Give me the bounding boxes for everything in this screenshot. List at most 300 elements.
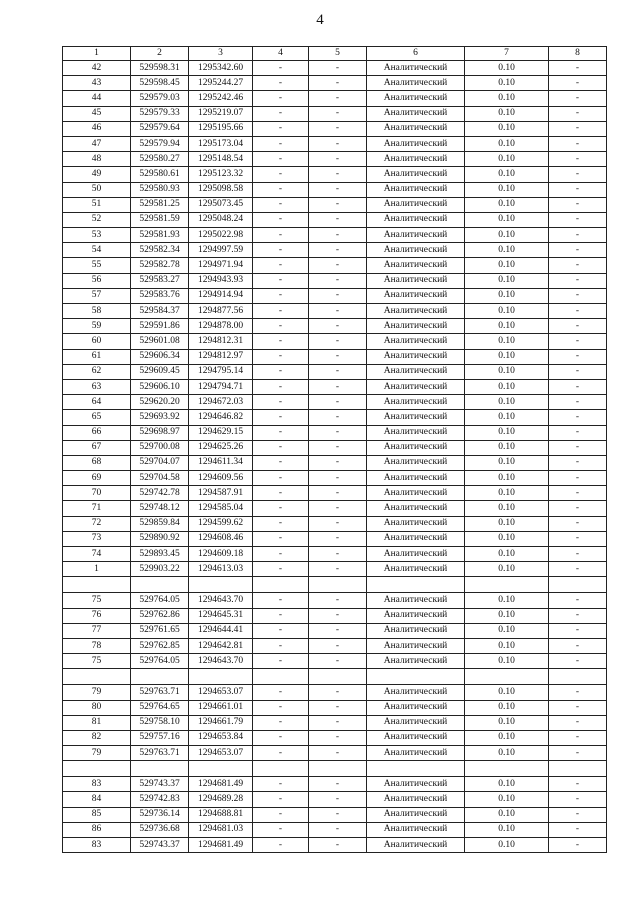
- column-4-cell: -: [253, 777, 309, 792]
- y-coordinate-cell: 1295148.54: [189, 152, 253, 167]
- point-number-cell: 69: [63, 471, 131, 486]
- method-cell: Аналитический: [367, 349, 465, 364]
- point-number-cell: 83: [63, 777, 131, 792]
- y-coordinate-cell: 1294646.82: [189, 410, 253, 425]
- empty-cell: [189, 669, 253, 685]
- column-header: 1: [63, 47, 131, 61]
- column-8-cell: -: [549, 182, 607, 197]
- column-5-cell: -: [309, 288, 367, 303]
- table-row: [63, 700, 607, 715]
- accuracy-cell: 0.10: [465, 273, 549, 288]
- point-number-cell: 46: [63, 121, 131, 136]
- y-coordinate-cell: 1294653.84: [189, 730, 253, 745]
- table-row: [63, 838, 607, 853]
- method-cell: Аналитический: [367, 777, 465, 792]
- method-cell: Аналитический: [367, 61, 465, 76]
- column-8-cell: -: [549, 730, 607, 745]
- column-8-cell: -: [549, 304, 607, 319]
- accuracy-cell: 0.10: [465, 838, 549, 853]
- column-4-cell: -: [253, 288, 309, 303]
- accuracy-cell: 0.10: [465, 807, 549, 822]
- column-5-cell: -: [309, 547, 367, 562]
- column-5-cell: -: [309, 91, 367, 106]
- column-header: 5: [309, 47, 367, 61]
- column-4-cell: -: [253, 379, 309, 394]
- column-4-cell: -: [253, 182, 309, 197]
- method-cell: Аналитический: [367, 319, 465, 334]
- point-number-cell: 52: [63, 212, 131, 227]
- column-5-cell: -: [309, 152, 367, 167]
- accuracy-cell: 0.10: [465, 395, 549, 410]
- y-coordinate-cell: 1294643.70: [189, 654, 253, 669]
- column-4-cell: -: [253, 440, 309, 455]
- column-8-cell: -: [549, 136, 607, 151]
- column-8-cell: -: [549, 547, 607, 562]
- x-coordinate-cell: 529757.16: [131, 730, 189, 745]
- y-coordinate-cell: 1294914.94: [189, 288, 253, 303]
- table-row: [63, 152, 607, 167]
- table-row: [63, 76, 607, 91]
- table-row: [63, 471, 607, 486]
- x-coordinate-cell: 529584.37: [131, 304, 189, 319]
- column-4-cell: -: [253, 455, 309, 470]
- accuracy-cell: 0.10: [465, 730, 549, 745]
- column-8-cell: -: [549, 410, 607, 425]
- column-4-cell: -: [253, 838, 309, 853]
- column-4-cell: -: [253, 654, 309, 669]
- column-8-cell: -: [549, 197, 607, 212]
- x-coordinate-cell: 529890.92: [131, 531, 189, 546]
- column-8-cell: -: [549, 273, 607, 288]
- table-row: [63, 273, 607, 288]
- point-number-cell: 64: [63, 395, 131, 410]
- column-8-cell: -: [549, 76, 607, 91]
- column-5-cell: -: [309, 395, 367, 410]
- method-cell: Аналитический: [367, 700, 465, 715]
- x-coordinate-cell: 529859.84: [131, 516, 189, 531]
- column-8-cell: -: [549, 106, 607, 121]
- accuracy-cell: 0.10: [465, 486, 549, 501]
- table-row: [63, 638, 607, 653]
- x-coordinate-cell: 529598.45: [131, 76, 189, 91]
- point-number-cell: 71: [63, 501, 131, 516]
- table-row: [63, 608, 607, 623]
- method-cell: Аналитический: [367, 562, 465, 577]
- point-number-cell: 44: [63, 91, 131, 106]
- x-coordinate-cell: 529764.05: [131, 593, 189, 608]
- accuracy-cell: 0.10: [465, 167, 549, 182]
- point-number-cell: 47: [63, 136, 131, 151]
- table-row: [63, 455, 607, 470]
- method-cell: Аналитический: [367, 715, 465, 730]
- column-4-cell: -: [253, 471, 309, 486]
- column-header: 8: [549, 47, 607, 61]
- method-cell: Аналитический: [367, 822, 465, 837]
- point-number-cell: 67: [63, 440, 131, 455]
- x-coordinate-cell: 529580.27: [131, 152, 189, 167]
- column-8-cell: -: [549, 121, 607, 136]
- column-8-cell: -: [549, 822, 607, 837]
- method-cell: Аналитический: [367, 106, 465, 121]
- table-row: [63, 623, 607, 638]
- y-coordinate-cell: 1295073.45: [189, 197, 253, 212]
- method-cell: Аналитический: [367, 273, 465, 288]
- point-number-cell: 79: [63, 685, 131, 700]
- y-coordinate-cell: 1294653.07: [189, 746, 253, 761]
- x-coordinate-cell: 529763.71: [131, 746, 189, 761]
- accuracy-cell: 0.10: [465, 197, 549, 212]
- x-coordinate-cell: 529761.65: [131, 623, 189, 638]
- x-coordinate-cell: 529693.92: [131, 410, 189, 425]
- accuracy-cell: 0.10: [465, 777, 549, 792]
- method-cell: Аналитический: [367, 379, 465, 394]
- accuracy-cell: 0.10: [465, 471, 549, 486]
- column-5-cell: -: [309, 334, 367, 349]
- empty-cell: [367, 577, 465, 593]
- column-5-cell: -: [309, 516, 367, 531]
- method-cell: Аналитический: [367, 593, 465, 608]
- column-5-cell: -: [309, 136, 367, 151]
- column-8-cell: -: [549, 638, 607, 653]
- method-cell: Аналитический: [367, 547, 465, 562]
- column-4-cell: -: [253, 395, 309, 410]
- column-4-cell: -: [253, 623, 309, 638]
- y-coordinate-cell: 1294672.03: [189, 395, 253, 410]
- point-number-cell: 78: [63, 638, 131, 653]
- method-cell: Аналитический: [367, 838, 465, 853]
- accuracy-cell: 0.10: [465, 501, 549, 516]
- column-8-cell: -: [549, 562, 607, 577]
- point-number-cell: 83: [63, 838, 131, 853]
- method-cell: Аналитический: [367, 76, 465, 91]
- point-number-cell: 70: [63, 486, 131, 501]
- method-cell: Аналитический: [367, 440, 465, 455]
- x-coordinate-cell: 529736.14: [131, 807, 189, 822]
- accuracy-cell: 0.10: [465, 440, 549, 455]
- method-cell: Аналитический: [367, 228, 465, 243]
- accuracy-cell: 0.10: [465, 136, 549, 151]
- column-4-cell: -: [253, 547, 309, 562]
- column-4-cell: -: [253, 364, 309, 379]
- y-coordinate-cell: 1295173.04: [189, 136, 253, 151]
- method-cell: Аналитический: [367, 212, 465, 227]
- column-4-cell: -: [253, 516, 309, 531]
- column-4-cell: -: [253, 167, 309, 182]
- column-8-cell: -: [549, 243, 607, 258]
- y-coordinate-cell: 1294878.00: [189, 319, 253, 334]
- column-8-cell: -: [549, 288, 607, 303]
- point-number-cell: 66: [63, 425, 131, 440]
- x-coordinate-cell: 529581.25: [131, 197, 189, 212]
- table-row: [63, 61, 607, 76]
- accuracy-cell: 0.10: [465, 319, 549, 334]
- accuracy-cell: 0.10: [465, 258, 549, 273]
- y-coordinate-cell: 1295242.46: [189, 91, 253, 106]
- column-8-cell: -: [549, 212, 607, 227]
- method-cell: Аналитический: [367, 501, 465, 516]
- column-8-cell: -: [549, 501, 607, 516]
- point-number-cell: 48: [63, 152, 131, 167]
- x-coordinate-cell: 529598.31: [131, 61, 189, 76]
- method-cell: Аналитический: [367, 288, 465, 303]
- accuracy-cell: 0.10: [465, 106, 549, 121]
- y-coordinate-cell: 1294997.59: [189, 243, 253, 258]
- method-cell: Аналитический: [367, 152, 465, 167]
- y-coordinate-cell: 1295219.07: [189, 106, 253, 121]
- x-coordinate-cell: 529580.93: [131, 182, 189, 197]
- x-coordinate-cell: 529591.86: [131, 319, 189, 334]
- y-coordinate-cell: 1294689.28: [189, 792, 253, 807]
- column-4-cell: -: [253, 106, 309, 121]
- column-8-cell: -: [549, 228, 607, 243]
- method-cell: Аналитический: [367, 486, 465, 501]
- column-5-cell: -: [309, 486, 367, 501]
- column-5-cell: -: [309, 228, 367, 243]
- table-row: [63, 334, 607, 349]
- column-5-cell: -: [309, 440, 367, 455]
- point-number-cell: 59: [63, 319, 131, 334]
- y-coordinate-cell: 1294613.03: [189, 562, 253, 577]
- column-5-cell: -: [309, 197, 367, 212]
- x-coordinate-cell: 529579.94: [131, 136, 189, 151]
- column-8-cell: -: [549, 807, 607, 822]
- column-5-cell: -: [309, 777, 367, 792]
- column-8-cell: -: [549, 425, 607, 440]
- table-row: [63, 593, 607, 608]
- method-cell: Аналитический: [367, 364, 465, 379]
- point-number-cell: 60: [63, 334, 131, 349]
- method-cell: Аналитический: [367, 425, 465, 440]
- empty-cell: [131, 761, 189, 777]
- column-4-cell: -: [253, 76, 309, 91]
- y-coordinate-cell: 1295342.60: [189, 61, 253, 76]
- table-row: [63, 516, 607, 531]
- column-header: 7: [465, 47, 549, 61]
- column-4-cell: -: [253, 228, 309, 243]
- empty-cell: [549, 669, 607, 685]
- accuracy-cell: 0.10: [465, 715, 549, 730]
- table-row: [63, 182, 607, 197]
- empty-cell: [309, 669, 367, 685]
- empty-cell: [309, 577, 367, 593]
- column-4-cell: -: [253, 593, 309, 608]
- table-body: [63, 61, 607, 853]
- x-coordinate-cell: 529763.71: [131, 685, 189, 700]
- column-5-cell: -: [309, 807, 367, 822]
- accuracy-cell: 0.10: [465, 531, 549, 546]
- method-cell: Аналитический: [367, 608, 465, 623]
- y-coordinate-cell: 1294585.04: [189, 501, 253, 516]
- column-8-cell: -: [549, 593, 607, 608]
- point-number-cell: 55: [63, 258, 131, 273]
- column-8-cell: -: [549, 152, 607, 167]
- column-5-cell: -: [309, 700, 367, 715]
- x-coordinate-cell: 529704.58: [131, 471, 189, 486]
- point-number-cell: 75: [63, 654, 131, 669]
- column-5-cell: -: [309, 349, 367, 364]
- column-header: 4: [253, 47, 309, 61]
- table-row: [63, 121, 607, 136]
- x-coordinate-cell: 529736.68: [131, 822, 189, 837]
- y-coordinate-cell: 1294653.07: [189, 685, 253, 700]
- column-5-cell: -: [309, 273, 367, 288]
- column-8-cell: -: [549, 486, 607, 501]
- y-coordinate-cell: 1294587.91: [189, 486, 253, 501]
- table-row: [63, 425, 607, 440]
- point-number-cell: 84: [63, 792, 131, 807]
- y-coordinate-cell: 1294609.18: [189, 547, 253, 562]
- column-4-cell: -: [253, 746, 309, 761]
- method-cell: Аналитический: [367, 243, 465, 258]
- column-8-cell: -: [549, 379, 607, 394]
- method-cell: Аналитический: [367, 334, 465, 349]
- method-cell: Аналитический: [367, 792, 465, 807]
- point-number-cell: 77: [63, 623, 131, 638]
- column-8-cell: -: [549, 364, 607, 379]
- y-coordinate-cell: 1294812.31: [189, 334, 253, 349]
- y-coordinate-cell: 1294795.14: [189, 364, 253, 379]
- method-cell: Аналитический: [367, 685, 465, 700]
- table-row: [63, 106, 607, 121]
- method-cell: Аналитический: [367, 167, 465, 182]
- column-5-cell: -: [309, 212, 367, 227]
- point-number-cell: 50: [63, 182, 131, 197]
- column-4-cell: -: [253, 243, 309, 258]
- column-5-cell: -: [309, 501, 367, 516]
- column-4-cell: -: [253, 700, 309, 715]
- y-coordinate-cell: 1294629.15: [189, 425, 253, 440]
- empty-cell: [367, 761, 465, 777]
- table-row: [63, 228, 607, 243]
- column-header: 6: [367, 47, 465, 61]
- method-cell: Аналитический: [367, 471, 465, 486]
- empty-cell: [63, 669, 131, 685]
- column-8-cell: -: [549, 700, 607, 715]
- point-number-cell: 80: [63, 700, 131, 715]
- table-row: [63, 531, 607, 546]
- column-4-cell: -: [253, 822, 309, 837]
- y-coordinate-cell: 1294645.31: [189, 608, 253, 623]
- empty-cell: [465, 577, 549, 593]
- method-cell: Аналитический: [367, 455, 465, 470]
- empty-cell: [189, 577, 253, 593]
- column-5-cell: -: [309, 654, 367, 669]
- column-4-cell: -: [253, 349, 309, 364]
- point-number-cell: 57: [63, 288, 131, 303]
- y-coordinate-cell: 1295244.27: [189, 76, 253, 91]
- point-number-cell: 85: [63, 807, 131, 822]
- table-row: [63, 730, 607, 745]
- y-coordinate-cell: 1294812.97: [189, 349, 253, 364]
- column-5-cell: -: [309, 304, 367, 319]
- column-5-cell: -: [309, 410, 367, 425]
- x-coordinate-cell: 529743.37: [131, 838, 189, 853]
- y-coordinate-cell: 1294681.49: [189, 838, 253, 853]
- table-row: [63, 304, 607, 319]
- table-row: [63, 319, 607, 334]
- column-4-cell: -: [253, 730, 309, 745]
- point-number-cell: 61: [63, 349, 131, 364]
- x-coordinate-cell: 529758.10: [131, 715, 189, 730]
- x-coordinate-cell: 529903.22: [131, 562, 189, 577]
- accuracy-cell: 0.10: [465, 228, 549, 243]
- column-4-cell: -: [253, 425, 309, 440]
- column-8-cell: -: [549, 440, 607, 455]
- table-row: [63, 243, 607, 258]
- table-row: [63, 486, 607, 501]
- column-4-cell: -: [253, 562, 309, 577]
- accuracy-cell: 0.10: [465, 121, 549, 136]
- y-coordinate-cell: 1294681.49: [189, 777, 253, 792]
- method-cell: Аналитический: [367, 730, 465, 745]
- x-coordinate-cell: 529762.86: [131, 608, 189, 623]
- x-coordinate-cell: 529743.37: [131, 777, 189, 792]
- empty-cell: [189, 761, 253, 777]
- accuracy-cell: 0.10: [465, 685, 549, 700]
- point-number-cell: 53: [63, 228, 131, 243]
- table-row: [63, 685, 607, 700]
- column-4-cell: -: [253, 501, 309, 516]
- accuracy-cell: 0.10: [465, 410, 549, 425]
- point-number-cell: 51: [63, 197, 131, 212]
- table-row: [63, 167, 607, 182]
- y-coordinate-cell: 1295048.24: [189, 212, 253, 227]
- column-4-cell: -: [253, 304, 309, 319]
- column-5-cell: -: [309, 121, 367, 136]
- column-8-cell: -: [549, 685, 607, 700]
- accuracy-cell: 0.10: [465, 334, 549, 349]
- column-4-cell: -: [253, 715, 309, 730]
- method-cell: Аналитический: [367, 638, 465, 653]
- method-cell: Аналитический: [367, 121, 465, 136]
- x-coordinate-cell: 529579.03: [131, 91, 189, 106]
- method-cell: Аналитический: [367, 182, 465, 197]
- accuracy-cell: 0.10: [465, 700, 549, 715]
- empty-cell: [549, 761, 607, 777]
- x-coordinate-cell: 529609.45: [131, 364, 189, 379]
- empty-cell: [63, 577, 131, 593]
- y-coordinate-cell: 1294608.46: [189, 531, 253, 546]
- y-coordinate-cell: 1294971.94: [189, 258, 253, 273]
- empty-cell: [465, 761, 549, 777]
- accuracy-cell: 0.10: [465, 593, 549, 608]
- accuracy-cell: 0.10: [465, 822, 549, 837]
- accuracy-cell: 0.10: [465, 243, 549, 258]
- table-row: [63, 501, 607, 516]
- x-coordinate-cell: 529601.08: [131, 334, 189, 349]
- column-5-cell: -: [309, 319, 367, 334]
- accuracy-cell: 0.10: [465, 61, 549, 76]
- point-number-cell: 82: [63, 730, 131, 745]
- point-number-cell: 43: [63, 76, 131, 91]
- y-coordinate-cell: 1295098.58: [189, 182, 253, 197]
- table-row: [63, 288, 607, 303]
- point-number-cell: 45: [63, 106, 131, 121]
- x-coordinate-cell: 529700.08: [131, 440, 189, 455]
- point-number-cell: 72: [63, 516, 131, 531]
- y-coordinate-cell: 1294661.79: [189, 715, 253, 730]
- point-number-cell: 65: [63, 410, 131, 425]
- x-coordinate-cell: 529582.78: [131, 258, 189, 273]
- column-4-cell: -: [253, 121, 309, 136]
- table-row: [63, 349, 607, 364]
- point-number-cell: 54: [63, 243, 131, 258]
- x-coordinate-cell: 529764.05: [131, 654, 189, 669]
- accuracy-cell: 0.10: [465, 304, 549, 319]
- column-4-cell: -: [253, 61, 309, 76]
- accuracy-cell: 0.10: [465, 212, 549, 227]
- table-row: [63, 562, 607, 577]
